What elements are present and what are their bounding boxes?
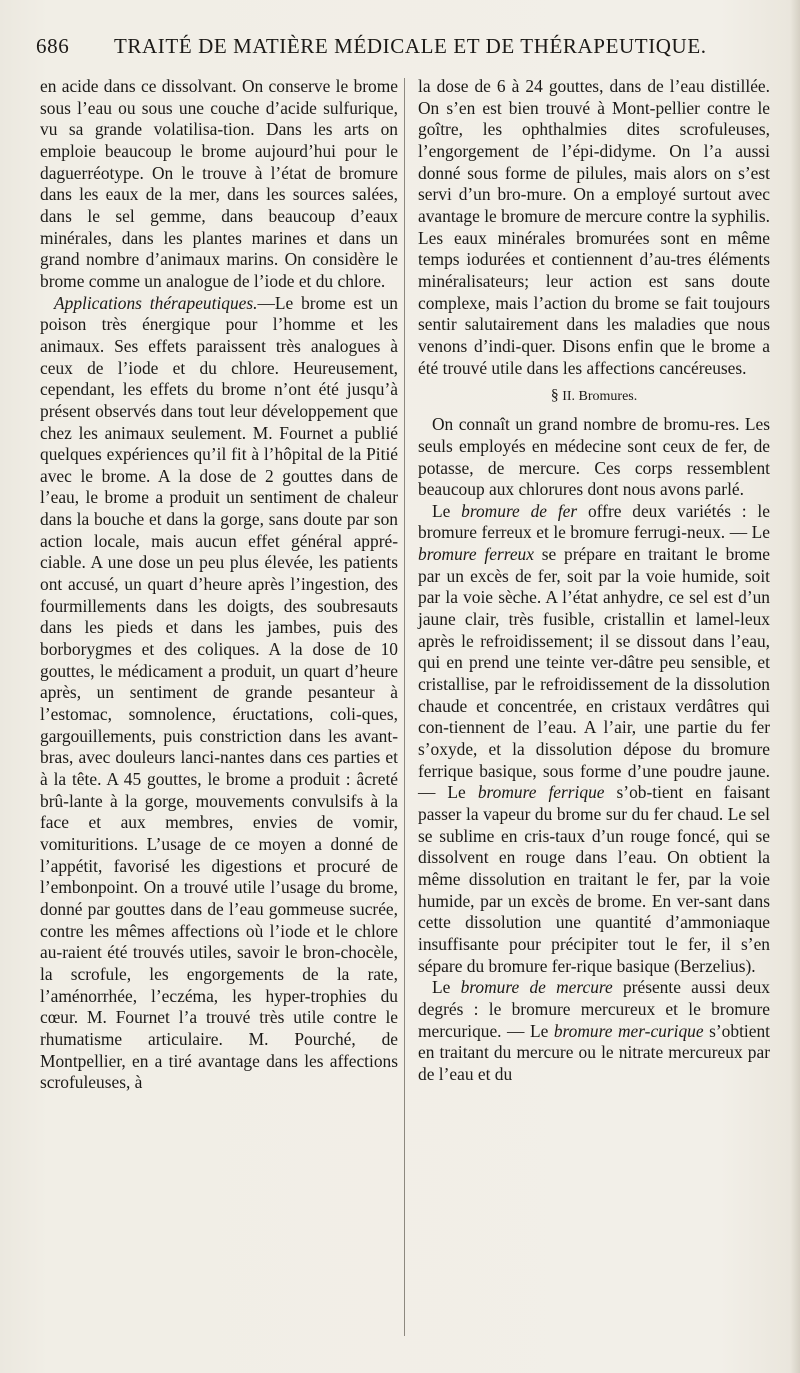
column-divider [404, 78, 405, 1336]
right-column [418, 76, 770, 1086]
running-header [30, 34, 770, 68]
section-sign: § [550, 387, 559, 405]
section-heading-applications: Applications thérapeutiques. [54, 292, 258, 313]
text-run: offre deux variétés : le bromure ferreux et le bromure ferrugi-neux. — Le [418, 500, 770, 543]
text-run: s’obtient en traitant du mercure ou le nitrate mercureux par de l’eau et du [418, 1020, 770, 1084]
running-title: TRAITÉ DE MATIÈRE MÉDICALE ET DE THÉRAPEUTIQUE. [114, 34, 707, 58]
term-bromure-mercurique: bromure mer-curique [553, 1020, 704, 1041]
text-run: s’ob-tient en faisant passer la vapeur du brome sur du fer chaud. Le sel se sublime en cris-taux d’un rouge foncé, qui se dissolvent en rouge dans l’eau. On obtient la même dissolution en traitant le fer, par la voie humide, par un excès de brome. En ver-sant dans cette dissolution une quantité d’ammoniaque insuffisante pour précipiter tout le fer, il s’en sépare du bromure fer-rique basique (Berzelius). [418, 782, 771, 976]
paragraph: en acide dans ce dissolvant. On conserve le brome sous l’eau ou sous une couche d’acide sulfurique, vu sa grande volatilisa-tion. Dans les arts on emploie beaucoup le brome aujourd’hui pour le daguerréotype. On le trouve à l’état de bromure dans les eaux de la mer, dans les sources salées, dans le sel gemme, dans beaucoup d’eaux minérales, dans les plantes marines et dans un grand nombre d’animaux marins. On considère le brome comme un analogue de l’iode et du chlore. [40, 76, 398, 291]
paragraph-text: —Le brome est un poison très énergique pour l’homme et les animaux. Ses effets paraissent très analogues à ceux de l’iode et du chlore. Heureusement, cependant, les effets du brome n’ont été jusqu’à présent observés dans tout leur développement que chez les animaux seulement. M. Fournet a publié quelques expériences qu’il fit à l’hôpital de la Pitié avec le brome. A la dose de 2 gouttes dans de l’eau, le brome a produit un sentiment de chaleur dans la bouche et dans la gorge, sans doute par son action locale, mais aucun effet général appré-ciable. A une dose un peu plus élevée, les patients ont accusé, un quart d’heure après l’ingestion, des fourmillements dans les doigts, des soubresauts dans les pieds et dans les jambes, puis des borborygmes et des coliques. A la dose de 10 gouttes, le médicament a produit, un quart d’heure après, un sentiment de grande pesanteur à l’estomac, somnolence, éructations, coli-ques, gargouillements, puis constriction dans les avant-bras, avec douleurs lanci-nantes dans ces parties et à la tête. A 45 gouttes, le brome a produit : âcreté brû-lante à la gorge, mouvements convulsifs à la face et aux membres, envies de vomir, vomituritions. L’usage de ce moyen a donné de l’appétit, favorisé les digestions et procuré de l’embonpoint. On a trouvé utile l’usage du brome, donné par gouttes dans de l’eau gommeuse sucrée, contre les mêmes affections où l’iode et le chlore au-raient été trouvés utiles, savoir le bron-chocèle, la scrofule, les engorgements de la rate, l’aménorrhée, l’eczéma, les hyper-trophies du cœur. M. Fournet l’a trouvé très utile contre le rhumatisme articulaire. M. Pourché, de Montpellier, en a tiré avantage dans les affections scrofuleuses, à [40, 292, 398, 1093]
section-title: II. Bromures. [562, 389, 638, 405]
paragraph [418, 977, 770, 1085]
text-run: Le [432, 977, 461, 998]
term-bromure-ferreux: bromure ferreux [418, 544, 534, 565]
left-column [40, 76, 398, 1094]
term-bromure-ferrique: bromure ferrique [477, 782, 605, 803]
paragraph [418, 501, 770, 977]
text-run: présente aussi deux degrés : le bromure mercureux et le bromure mercurique. — Le [418, 977, 770, 1041]
paragraph [40, 293, 398, 1094]
text-run: Le [432, 500, 462, 521]
page-number: 686 [36, 34, 70, 58]
term-bromure-de-fer: bromure de fer [461, 500, 578, 521]
text-run: se prépare en traitant le brome par un excès de fer, soit par la voie humide, soit par la voie sèche. A l’état anhydre, ce sel est d’un jaune clair, très fusible, cristallin et lamel-leux après le refroidissement; il se dissout dans l’eau, qui en prend une teinte ver-dâtre peu sensible, et cristallise, par le refroidissement de la dissolution chaude et concentrée, en cristaux verdâtres qui con-tiennent de l’eau. A l’air, une partie du fer s’oxyde, et la dissolution dépose du bromure ferrique basique, sous forme d’une poudre jaune. — Le [418, 544, 770, 803]
section-heading [418, 385, 770, 408]
term-bromure-de-mercure: bromure de mercure [460, 977, 613, 998]
paragraph: la dose de 6 à 24 gouttes, dans de l’eau distillée. On s’en est bien trouvé à Mont-pellier contre le goître, les ophthalmies dites scrofuleuses, l’engorgement de l’épi-didyme. On l’a aussi donné sous forme de pilules, mais alors on s’est servi d’un bro-mure. On a employé surtout avec avantage le bromure de mercure contre la syphilis. Les eaux minérales bromurées sont en même temps iodurées et contiennent d’au-tres éléments minéralisateurs; leur action est sans doute complexe, mais l’action du brome se fait toujours sentir salutairement dans les maladies que nous venons d’indi-quer. Disons enfin que le brome a été trouvé utile dans les affections cancéreuses. [418, 76, 770, 378]
paragraph: On connaît un grand nombre de bromu-res. Les seuls employés en médecine sont ceux de fer, de potasse, de mercure. Ces corps ressemblent beaucoup aux chlorures dont nous avons parlé. [418, 414, 770, 500]
page-edge-shadow [790, 0, 800, 1373]
